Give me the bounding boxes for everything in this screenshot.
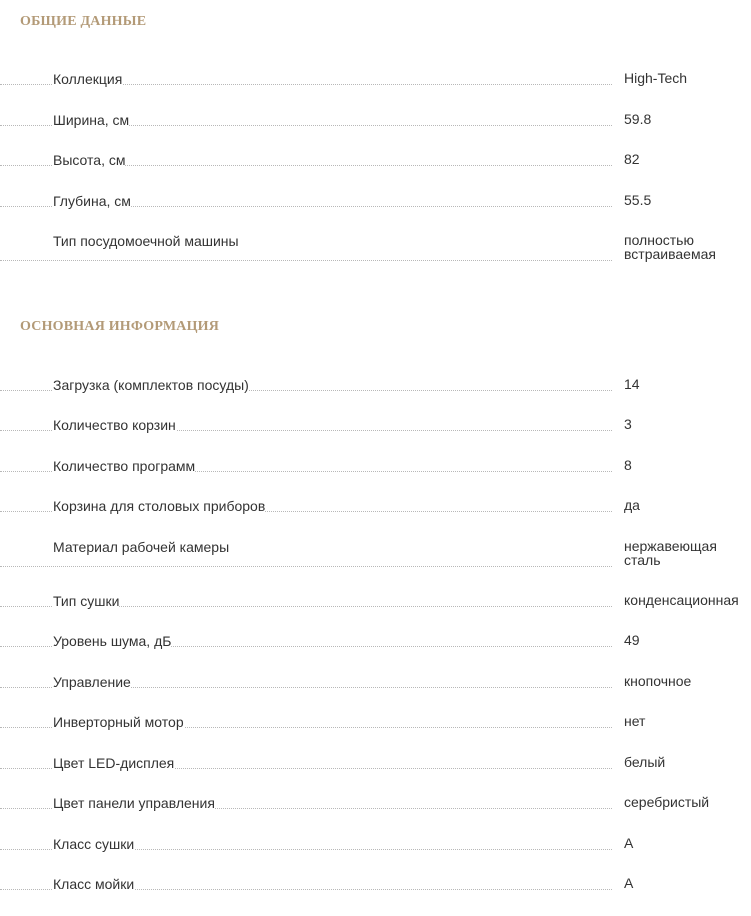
spec-name: Уровень шума, дБ bbox=[53, 633, 172, 649]
spec-value: High-Tech bbox=[624, 70, 688, 86]
spec-name: Цвет LED-дисплея bbox=[53, 755, 175, 771]
dotted-leader bbox=[0, 260, 612, 261]
spec-name: Класс мойки bbox=[53, 876, 135, 892]
spec-value: 49 bbox=[624, 632, 640, 648]
spec-name: Количество корзин bbox=[53, 417, 176, 433]
spec-name: Класс сушки bbox=[53, 836, 135, 852]
spec-name: Количество программ bbox=[53, 458, 196, 474]
spec-name: Коллекция bbox=[53, 71, 123, 87]
spec-name: Ширина, см bbox=[53, 112, 130, 128]
section-title-general: ОБЩИЕ ДАННЫЕ bbox=[20, 14, 147, 29]
dotted-leader bbox=[0, 566, 612, 567]
spec-name: Цвет панели управления bbox=[53, 795, 215, 811]
spec-value: серебристый bbox=[624, 794, 710, 810]
spec-value: 55.5 bbox=[624, 192, 652, 208]
spec-name: Корзина для столовых приборов bbox=[53, 498, 266, 514]
spec-name: Управление bbox=[53, 674, 131, 690]
spec-name: Глубина, см bbox=[53, 193, 131, 209]
spec-value: да bbox=[624, 497, 640, 513]
section-title-main-info: ОСНОВНАЯ ИНФОРМАЦИЯ bbox=[20, 319, 220, 334]
spec-value: 59.8 bbox=[624, 111, 652, 127]
spec-name: Высота, см bbox=[53, 152, 126, 168]
spec-value: кнопочное bbox=[624, 673, 692, 689]
spec-name: Загрузка (комплектов посуды) bbox=[53, 377, 249, 393]
spec-name: Инверторный мотор bbox=[53, 714, 184, 730]
spec-value: 3 bbox=[624, 416, 632, 432]
spec-value: нет bbox=[624, 713, 646, 729]
spec-value: 82 bbox=[624, 151, 640, 167]
spec-value: 8 bbox=[624, 457, 632, 473]
spec-value: A bbox=[624, 875, 634, 891]
spec-value: конденсационная bbox=[624, 592, 739, 608]
spec-value: 14 bbox=[624, 376, 640, 392]
spec-value: белый bbox=[624, 754, 666, 770]
spec-name: Тип посудомоечной машины bbox=[53, 233, 239, 249]
spec-name: Тип сушки bbox=[53, 593, 120, 609]
spec-value: полностью встраиваемая bbox=[624, 232, 716, 262]
spec-value: A bbox=[624, 835, 634, 851]
spec-value: нержавеющая сталь bbox=[624, 538, 717, 568]
spec-name: Материал рабочей камеры bbox=[53, 539, 230, 555]
